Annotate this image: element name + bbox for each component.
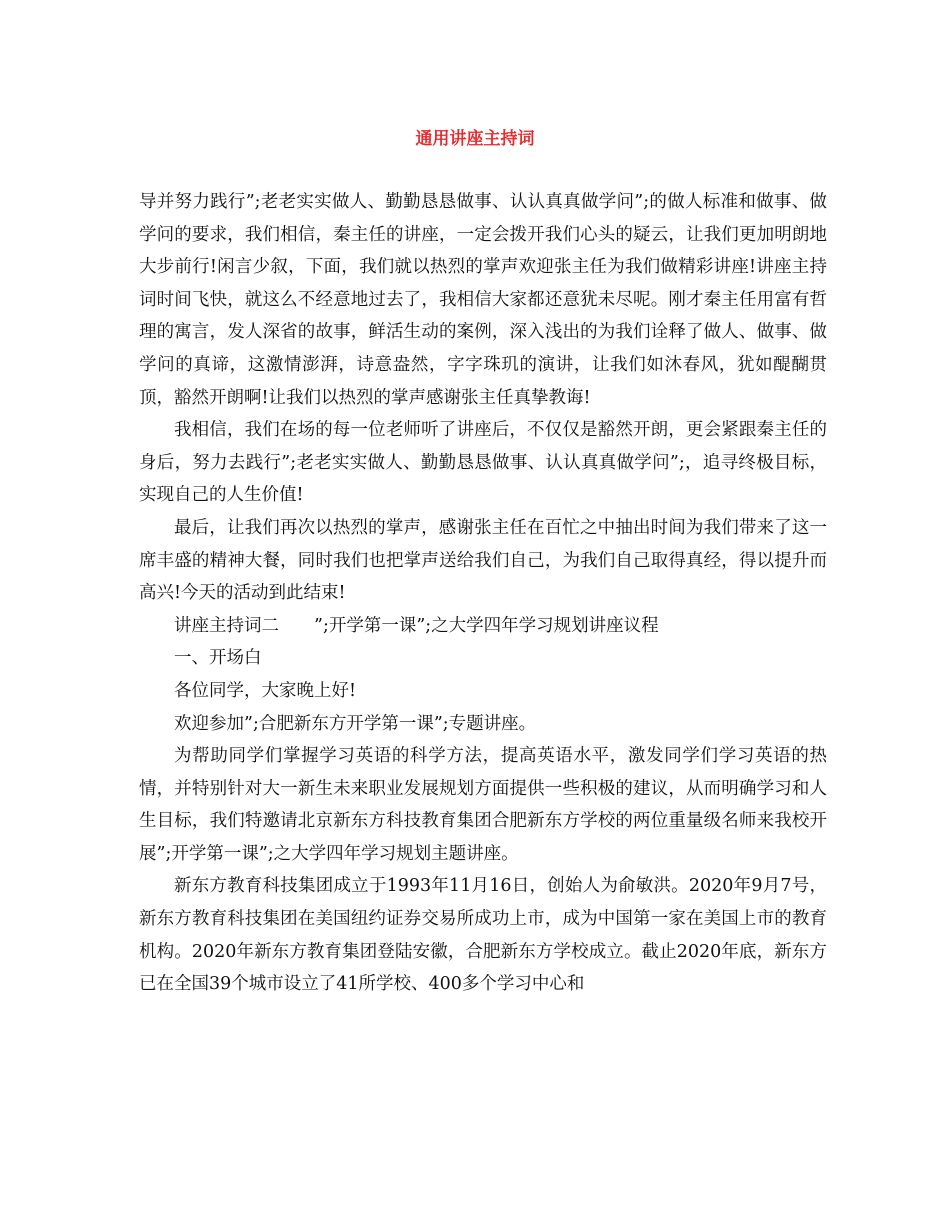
paragraph-6: 各位同学，大家晚上好! — [174, 680, 357, 701]
paragraph-5: 一、开场白 — [174, 648, 262, 669]
paragraph-9: 新东方教育科技集团成立于1993年11月16日，创始人为俞敏洪。2020年9月7号，新东方教育科技集团在美国纽约证券交易所成功上市，成为中国第一家在美国上市的教育机构。2020年新东方教育集团登陆安徽，合肥新东方学校成立。截止2020年底，新东方已在全国39个城市设立了41所学校、400多个学习中心和 — [139, 876, 827, 995]
paragraph-4: 讲座主持词二 ”;开学第一课”;之大学四年学习规划讲座议程 — [174, 615, 659, 636]
document-body — [139, 186, 827, 1001]
paragraph-7: 欢迎参加”;合肥新东方开学第一课”;专题讲座。 — [174, 713, 537, 734]
paragraph-8: 为帮助同学们掌握学习英语的科学方法，提高英语水平，激发同学们学习英语的热情，并特别针对大一新生未来职业发展规划方面提供一些积极的建议，从而明确学习和人生目标，我们特邀请北京新东方科技教育集团合肥新东方学校的两位重量级名师来我校开展”;开学第一课”;之大学四年学习规划主题讲座。 — [139, 746, 827, 864]
paragraph-2: 我相信，我们在场的每一位老师听了讲座后，不仅仅是豁然开朗，更会紧跟秦主任的身后，努力去践行”;老老实实做人、勤勤恳恳做事、认认真真做学问”;，追寻终极目标，实现自己的人生价值! — [139, 420, 827, 506]
paragraph-3: 最后，让我们再次以热烈的掌声，感谢张主任在百忙之中抽出时间为我们带来了这一席丰盛的精神大餐，同时我们也把掌声送给我们自己，为我们自己取得真经，得以提升而高兴!今天的活动到此结束! — [139, 517, 827, 604]
document-title: 通用讲座主持词 — [415, 129, 535, 149]
paragraph-1: 导并努力践行”;老老实实做人、勤勤恳恳做事、认认真真做学问”;的做人标准和做事、做学问的要求，我们相信，秦主任的讲座，一定会拨开我们心头的疑云，让我们更加明朗地大步前行!闲言少叙，下面，我们就以热烈的掌声欢迎张主任为我们做精彩讲座!讲座主持词时间飞快，就这么不经意地过去了，我相信大家都还意犹未尽呢。刚才秦主任用富有哲理的寓言，发人深省的故事，鲜活生动的案例，深入浅出的为我们诠释了做人、做事、做学问的真谛，这激情澎湃，诗意盎然，字字珠玑的演讲，让我们如沐春风，犹如醍醐贯顶，豁然开朗啊!让我们以热烈的掌声感谢张主任真挚教诲! — [139, 192, 827, 408]
